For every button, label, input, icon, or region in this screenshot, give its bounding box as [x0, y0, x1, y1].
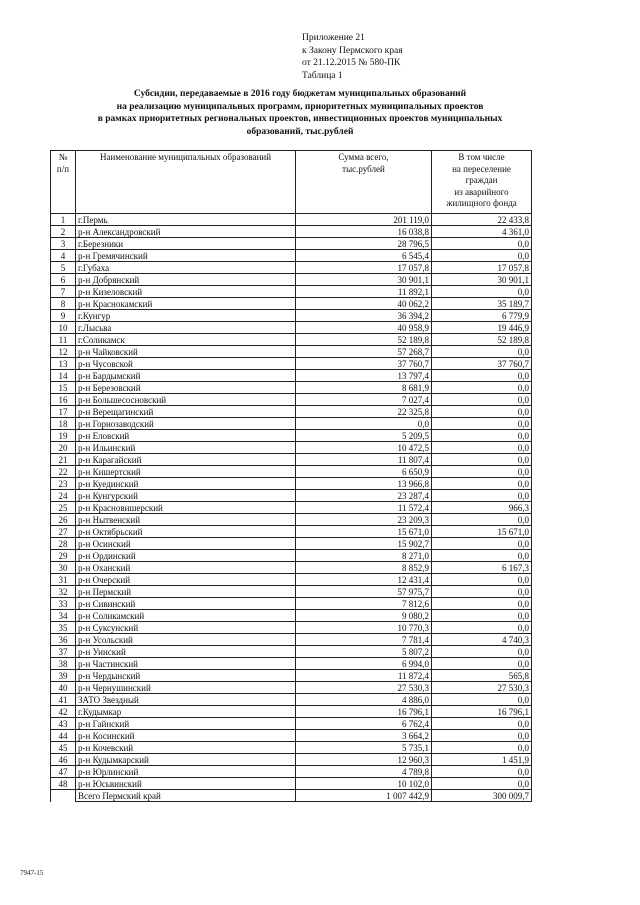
grand-total-amount: 1 007 442,9 [296, 790, 432, 802]
municipality-name: р-н Уинский [76, 646, 296, 658]
resettlement-amount: 0,0 [432, 550, 532, 562]
resettlement-amount: 19 446,9 [432, 322, 532, 334]
title-line: образований, тыс.рублей [246, 126, 354, 137]
resettlement-amount: 966,3 [432, 502, 532, 514]
table-row [51, 478, 532, 490]
total-amount: 28 796,5 [296, 238, 432, 250]
row-number: 29 [51, 550, 76, 562]
municipality-name: р-н Ильинский [76, 442, 296, 454]
municipality-name: р-н Гайнский [76, 718, 296, 730]
total-amount: 13 797,4 [296, 370, 432, 382]
resettlement-amount: 0,0 [432, 442, 532, 454]
municipality-name: р-н Ординский [76, 550, 296, 562]
total-amount: 15 902,7 [296, 538, 432, 550]
total-amount: 4 789,8 [296, 766, 432, 778]
municipality-name: р-н Кочевский [76, 742, 296, 754]
table-row [51, 406, 532, 418]
total-amount: 57 975,7 [296, 586, 432, 598]
table-row [51, 526, 532, 538]
row-number: 21 [51, 454, 76, 466]
resettlement-amount: 6 779,9 [432, 310, 532, 322]
municipality-name: г.Соликамск [76, 334, 296, 346]
appendix-header [302, 32, 403, 82]
resettlement-amount: 0,0 [432, 418, 532, 430]
resettlement-amount: 0,0 [432, 646, 532, 658]
table-row [51, 226, 532, 238]
municipality-name: р-н Кунгурский [76, 490, 296, 502]
total-amount: 16 796,1 [296, 706, 432, 718]
table-row [51, 262, 532, 274]
total-amount: 5 807,2 [296, 646, 432, 658]
total-amount: 4 886,0 [296, 694, 432, 706]
total-amount: 16 038,8 [296, 226, 432, 238]
row-number: 19 [51, 430, 76, 442]
law-reference: к Закону Пермского края [302, 45, 403, 56]
row-number: 48 [51, 778, 76, 790]
total-amount: 13 966,8 [296, 478, 432, 490]
total-amount: 7 781,4 [296, 634, 432, 646]
header-resettlement: В том числе на переселение граждан из аварийного жилищного фонда [432, 151, 532, 214]
row-number: 14 [51, 370, 76, 382]
table-row [51, 694, 532, 706]
row-number: 13 [51, 358, 76, 370]
resettlement-amount: 35 189,7 [432, 298, 532, 310]
municipality-name: р-н Верещагинский [76, 406, 296, 418]
header-name: Наименование муниципальных образований [76, 151, 296, 214]
total-amount: 11 872,4 [296, 670, 432, 682]
table-row [51, 682, 532, 694]
resettlement-amount: 6 167,3 [432, 562, 532, 574]
municipality-name: р-н Косинский [76, 730, 296, 742]
row-number: 11 [51, 334, 76, 346]
row-number: 47 [51, 766, 76, 778]
total-amount: 5 735,1 [296, 742, 432, 754]
total-amount: 57 268,7 [296, 346, 432, 358]
table-row [51, 514, 532, 526]
table-row [51, 574, 532, 586]
resettlement-amount: 0,0 [432, 454, 532, 466]
municipality-name: р-н Березовский [76, 382, 296, 394]
municipality-name: р-н Гремячинский [76, 250, 296, 262]
total-amount: 5 209,5 [296, 430, 432, 442]
row-number: 22 [51, 466, 76, 478]
table-row [51, 238, 532, 250]
resettlement-amount: 0,0 [432, 598, 532, 610]
total-amount: 0,0 [296, 418, 432, 430]
table-row [51, 670, 532, 682]
total-amount: 10 472,5 [296, 442, 432, 454]
municipality-name: г.Березники [76, 238, 296, 250]
table-row [51, 322, 532, 334]
row-number: 28 [51, 538, 76, 550]
total-amount: 11 572,4 [296, 502, 432, 514]
total-row [51, 790, 532, 802]
title-line: в рамках приоритетных региональных проектов, инвестиционных проектов муниципальных [97, 114, 503, 125]
resettlement-amount: 0,0 [432, 238, 532, 250]
table-row [51, 442, 532, 454]
header-sum: Сумма всего, тыс.рублей [296, 151, 432, 214]
resettlement-amount: 0,0 [432, 370, 532, 382]
total-amount: 10 770,3 [296, 622, 432, 634]
table-row [51, 706, 532, 718]
table-row [51, 730, 532, 742]
row-number: 26 [51, 514, 76, 526]
resettlement-amount: 0,0 [432, 490, 532, 502]
row-number: 16 [51, 394, 76, 406]
table-row [51, 646, 532, 658]
total-amount: 6 545,4 [296, 250, 432, 262]
total-amount: 12 960,3 [296, 754, 432, 766]
resettlement-amount: 17 057,8 [432, 262, 532, 274]
row-number: 3 [51, 238, 76, 250]
total-amount: 40 958,9 [296, 322, 432, 334]
title-line: Субсидии, передаваемые в 2016 году бюджетам муниципальных образований [133, 89, 467, 99]
resettlement-amount: 0,0 [432, 658, 532, 670]
total-amount: 37 760,7 [296, 358, 432, 370]
row-number: 30 [51, 562, 76, 574]
row-number: 9 [51, 310, 76, 322]
resettlement-amount: 1 451,9 [432, 754, 532, 766]
row-number: 27 [51, 526, 76, 538]
header-num: № п/п [51, 151, 76, 214]
municipality-name: р-н Очерский [76, 574, 296, 586]
total-label: Всего Пермский край [76, 790, 296, 802]
municipality-name: р-н Юсьвинский [76, 778, 296, 790]
total-amount: 17 057,8 [296, 262, 432, 274]
row-number: 33 [51, 598, 76, 610]
municipality-name: р-н Карагайский [76, 454, 296, 466]
municipality-name: р-н Пермский [76, 586, 296, 598]
total-amount: 3 664,2 [296, 730, 432, 742]
row-number: 32 [51, 586, 76, 598]
resettlement-amount: 30 901,1 [432, 274, 532, 286]
table-row [51, 538, 532, 550]
municipality-name: р-н Горнозаводский [76, 418, 296, 430]
table-row [51, 394, 532, 406]
resettlement-amount: 0,0 [432, 382, 532, 394]
row-number: 34 [51, 610, 76, 622]
row-number: 38 [51, 658, 76, 670]
table-row [51, 310, 532, 322]
municipality-name: р-н Оханский [76, 562, 296, 574]
municipality-name: р-н Кудымкарский [76, 754, 296, 766]
table-row [51, 298, 532, 310]
total-amount: 11 892,1 [296, 286, 432, 298]
row-number: 10 [51, 322, 76, 334]
municipality-name: р-н Соликамский [76, 610, 296, 622]
resettlement-amount: 0,0 [432, 730, 532, 742]
table-row [51, 610, 532, 622]
resettlement-amount: 0,0 [432, 466, 532, 478]
total-amount: 8 681,9 [296, 382, 432, 394]
total-amount: 7 027,4 [296, 394, 432, 406]
resettlement-amount: 0,0 [432, 778, 532, 790]
row-number: 40 [51, 682, 76, 694]
municipality-name: р-н Чусовской [76, 358, 296, 370]
municipality-name: р-н Краснокамский [76, 298, 296, 310]
total-amount: 10 102,0 [296, 778, 432, 790]
table-header-row [51, 151, 532, 214]
table-row [51, 286, 532, 298]
resettlement-amount: 0,0 [432, 766, 532, 778]
municipality-name: р-н Кишертский [76, 466, 296, 478]
resettlement-amount: 0,0 [432, 406, 532, 418]
total-amount: 201 119,0 [296, 214, 432, 226]
resettlement-amount: 15 671,0 [432, 526, 532, 538]
municipality-name: р-н Осинский [76, 538, 296, 550]
row-number: 25 [51, 502, 76, 514]
municipality-name: р-н Добрянский [76, 274, 296, 286]
table-row [51, 718, 532, 730]
municipality-name: р-н Октябрьский [76, 526, 296, 538]
table-row [51, 346, 532, 358]
table-row [51, 622, 532, 634]
table-row [51, 634, 532, 646]
table-row [51, 754, 532, 766]
resettlement-amount: 0,0 [432, 622, 532, 634]
row-number: 12 [51, 346, 76, 358]
row-number: 36 [51, 634, 76, 646]
document-title [40, 88, 560, 138]
law-date: от 21.12.2015 № 580-ПК [302, 58, 401, 68]
municipality-name: р-н Куединский [76, 478, 296, 490]
row-number: 42 [51, 706, 76, 718]
municipality-name: р-н Кизеловский [76, 286, 296, 298]
resettlement-amount: 0,0 [432, 610, 532, 622]
table-row [51, 766, 532, 778]
row-number: 6 [51, 274, 76, 286]
municipality-name: р-н Чайковский [76, 346, 296, 358]
row-number: 2 [51, 226, 76, 238]
appendix-number: Приложение 21 [302, 33, 365, 43]
resettlement-amount: 0,0 [432, 742, 532, 754]
resettlement-amount: 27 530,3 [432, 682, 532, 694]
municipality-name: г.Кунгур [76, 310, 296, 322]
table-row [51, 586, 532, 598]
table-row [51, 382, 532, 394]
table-row [51, 250, 532, 262]
municipality-name: р-н Чернушинский [76, 682, 296, 694]
resettlement-amount: 37 760,7 [432, 358, 532, 370]
municipality-name: р-н Нытвенский [76, 514, 296, 526]
municipality-name: р-н Чердынский [76, 670, 296, 682]
total-amount: 12 431,4 [296, 574, 432, 586]
total-amount: 8 852,9 [296, 562, 432, 574]
row-number: 17 [51, 406, 76, 418]
row-number: 23 [51, 478, 76, 490]
table-row [51, 274, 532, 286]
row-number: 18 [51, 418, 76, 430]
row-number: 39 [51, 670, 76, 682]
total-amount: 15 671,0 [296, 526, 432, 538]
resettlement-amount: 22 433,8 [432, 214, 532, 226]
table-number: Таблица 1 [302, 70, 343, 81]
total-amount: 6 994,0 [296, 658, 432, 670]
total-amount: 23 287,4 [296, 490, 432, 502]
total-amount: 52 189,8 [296, 334, 432, 346]
resettlement-amount: 0,0 [432, 430, 532, 442]
municipality-name: г.Пермь [76, 214, 296, 226]
resettlement-amount: 0,0 [432, 346, 532, 358]
total-empty-cell [51, 790, 76, 802]
resettlement-amount: 0,0 [432, 514, 532, 526]
resettlement-amount: 0,0 [432, 694, 532, 706]
row-number: 44 [51, 730, 76, 742]
row-number: 5 [51, 262, 76, 274]
table-row [51, 778, 532, 790]
total-amount: 23 209,3 [296, 514, 432, 526]
resettlement-amount: 0,0 [432, 478, 532, 490]
row-number: 46 [51, 754, 76, 766]
table-row [51, 454, 532, 466]
table-row [51, 430, 532, 442]
municipality-name: р-н Усольский [76, 634, 296, 646]
municipality-name: р-н Юрлинский [76, 766, 296, 778]
municipality-name: р-н Суксунский [76, 622, 296, 634]
municipality-name: г.Лысьва [76, 322, 296, 334]
table-row [51, 502, 532, 514]
row-number: 7 [51, 286, 76, 298]
total-amount: 40 062,2 [296, 298, 432, 310]
total-amount: 27 530,3 [296, 682, 432, 694]
row-number: 31 [51, 574, 76, 586]
municipality-name: р-н Частинский [76, 658, 296, 670]
table-row [51, 658, 532, 670]
resettlement-amount: 0,0 [432, 574, 532, 586]
municipality-name: р-н Красновишерский [76, 502, 296, 514]
resettlement-amount: 4 361,0 [432, 226, 532, 238]
resettlement-amount: 4 740,3 [432, 634, 532, 646]
table-row [51, 214, 532, 226]
total-amount: 7 812,6 [296, 598, 432, 610]
table-row [51, 334, 532, 346]
row-number: 45 [51, 742, 76, 754]
municipality-name: г.Кудымкар [76, 706, 296, 718]
total-amount: 9 080,2 [296, 610, 432, 622]
table-row [51, 490, 532, 502]
row-number: 4 [51, 250, 76, 262]
municipality-name: р-н Еловский [76, 430, 296, 442]
resettlement-amount: 0,0 [432, 394, 532, 406]
row-number: 43 [51, 718, 76, 730]
municipality-name: г.Губаха [76, 262, 296, 274]
row-number: 37 [51, 646, 76, 658]
row-number: 35 [51, 622, 76, 634]
row-number: 8 [51, 298, 76, 310]
row-number: 41 [51, 694, 76, 706]
subsidies-table [50, 150, 532, 802]
total-amount: 6 650,9 [296, 466, 432, 478]
row-number: 1 [51, 214, 76, 226]
total-amount: 6 762,4 [296, 718, 432, 730]
table-row [51, 358, 532, 370]
resettlement-amount: 0,0 [432, 538, 532, 550]
municipality-name: р-н Бардымский [76, 370, 296, 382]
resettlement-amount: 0,0 [432, 718, 532, 730]
table-row [51, 562, 532, 574]
table-row [51, 466, 532, 478]
resettlement-amount: 0,0 [432, 586, 532, 598]
title-line: на реализацию муниципальных программ, приоритетных муниципальных проектов [116, 101, 484, 112]
table-row [51, 598, 532, 610]
total-amount: 30 901,1 [296, 274, 432, 286]
table-row [51, 742, 532, 754]
municipality-name: р-н Большесосновский [76, 394, 296, 406]
document-code: 7947-15 [20, 869, 44, 877]
municipality-name: р-н Александровский [76, 226, 296, 238]
municipality-name: ЗАТО Звездный [76, 694, 296, 706]
table-row [51, 370, 532, 382]
row-number: 24 [51, 490, 76, 502]
resettlement-amount: 0,0 [432, 250, 532, 262]
total-amount: 8 271,0 [296, 550, 432, 562]
row-number: 20 [51, 442, 76, 454]
total-amount: 22 325,8 [296, 406, 432, 418]
resettlement-amount: 16 796,1 [432, 706, 532, 718]
table-row [51, 418, 532, 430]
table-row [51, 550, 532, 562]
resettlement-amount: 52 189,8 [432, 334, 532, 346]
grand-total-resettlement: 300 009,7 [432, 790, 532, 802]
municipality-name: р-н Сивинский [76, 598, 296, 610]
resettlement-amount: 565,8 [432, 670, 532, 682]
row-number: 15 [51, 382, 76, 394]
total-amount: 36 394,2 [296, 310, 432, 322]
resettlement-amount: 0,0 [432, 286, 532, 298]
total-amount: 11 807,4 [296, 454, 432, 466]
